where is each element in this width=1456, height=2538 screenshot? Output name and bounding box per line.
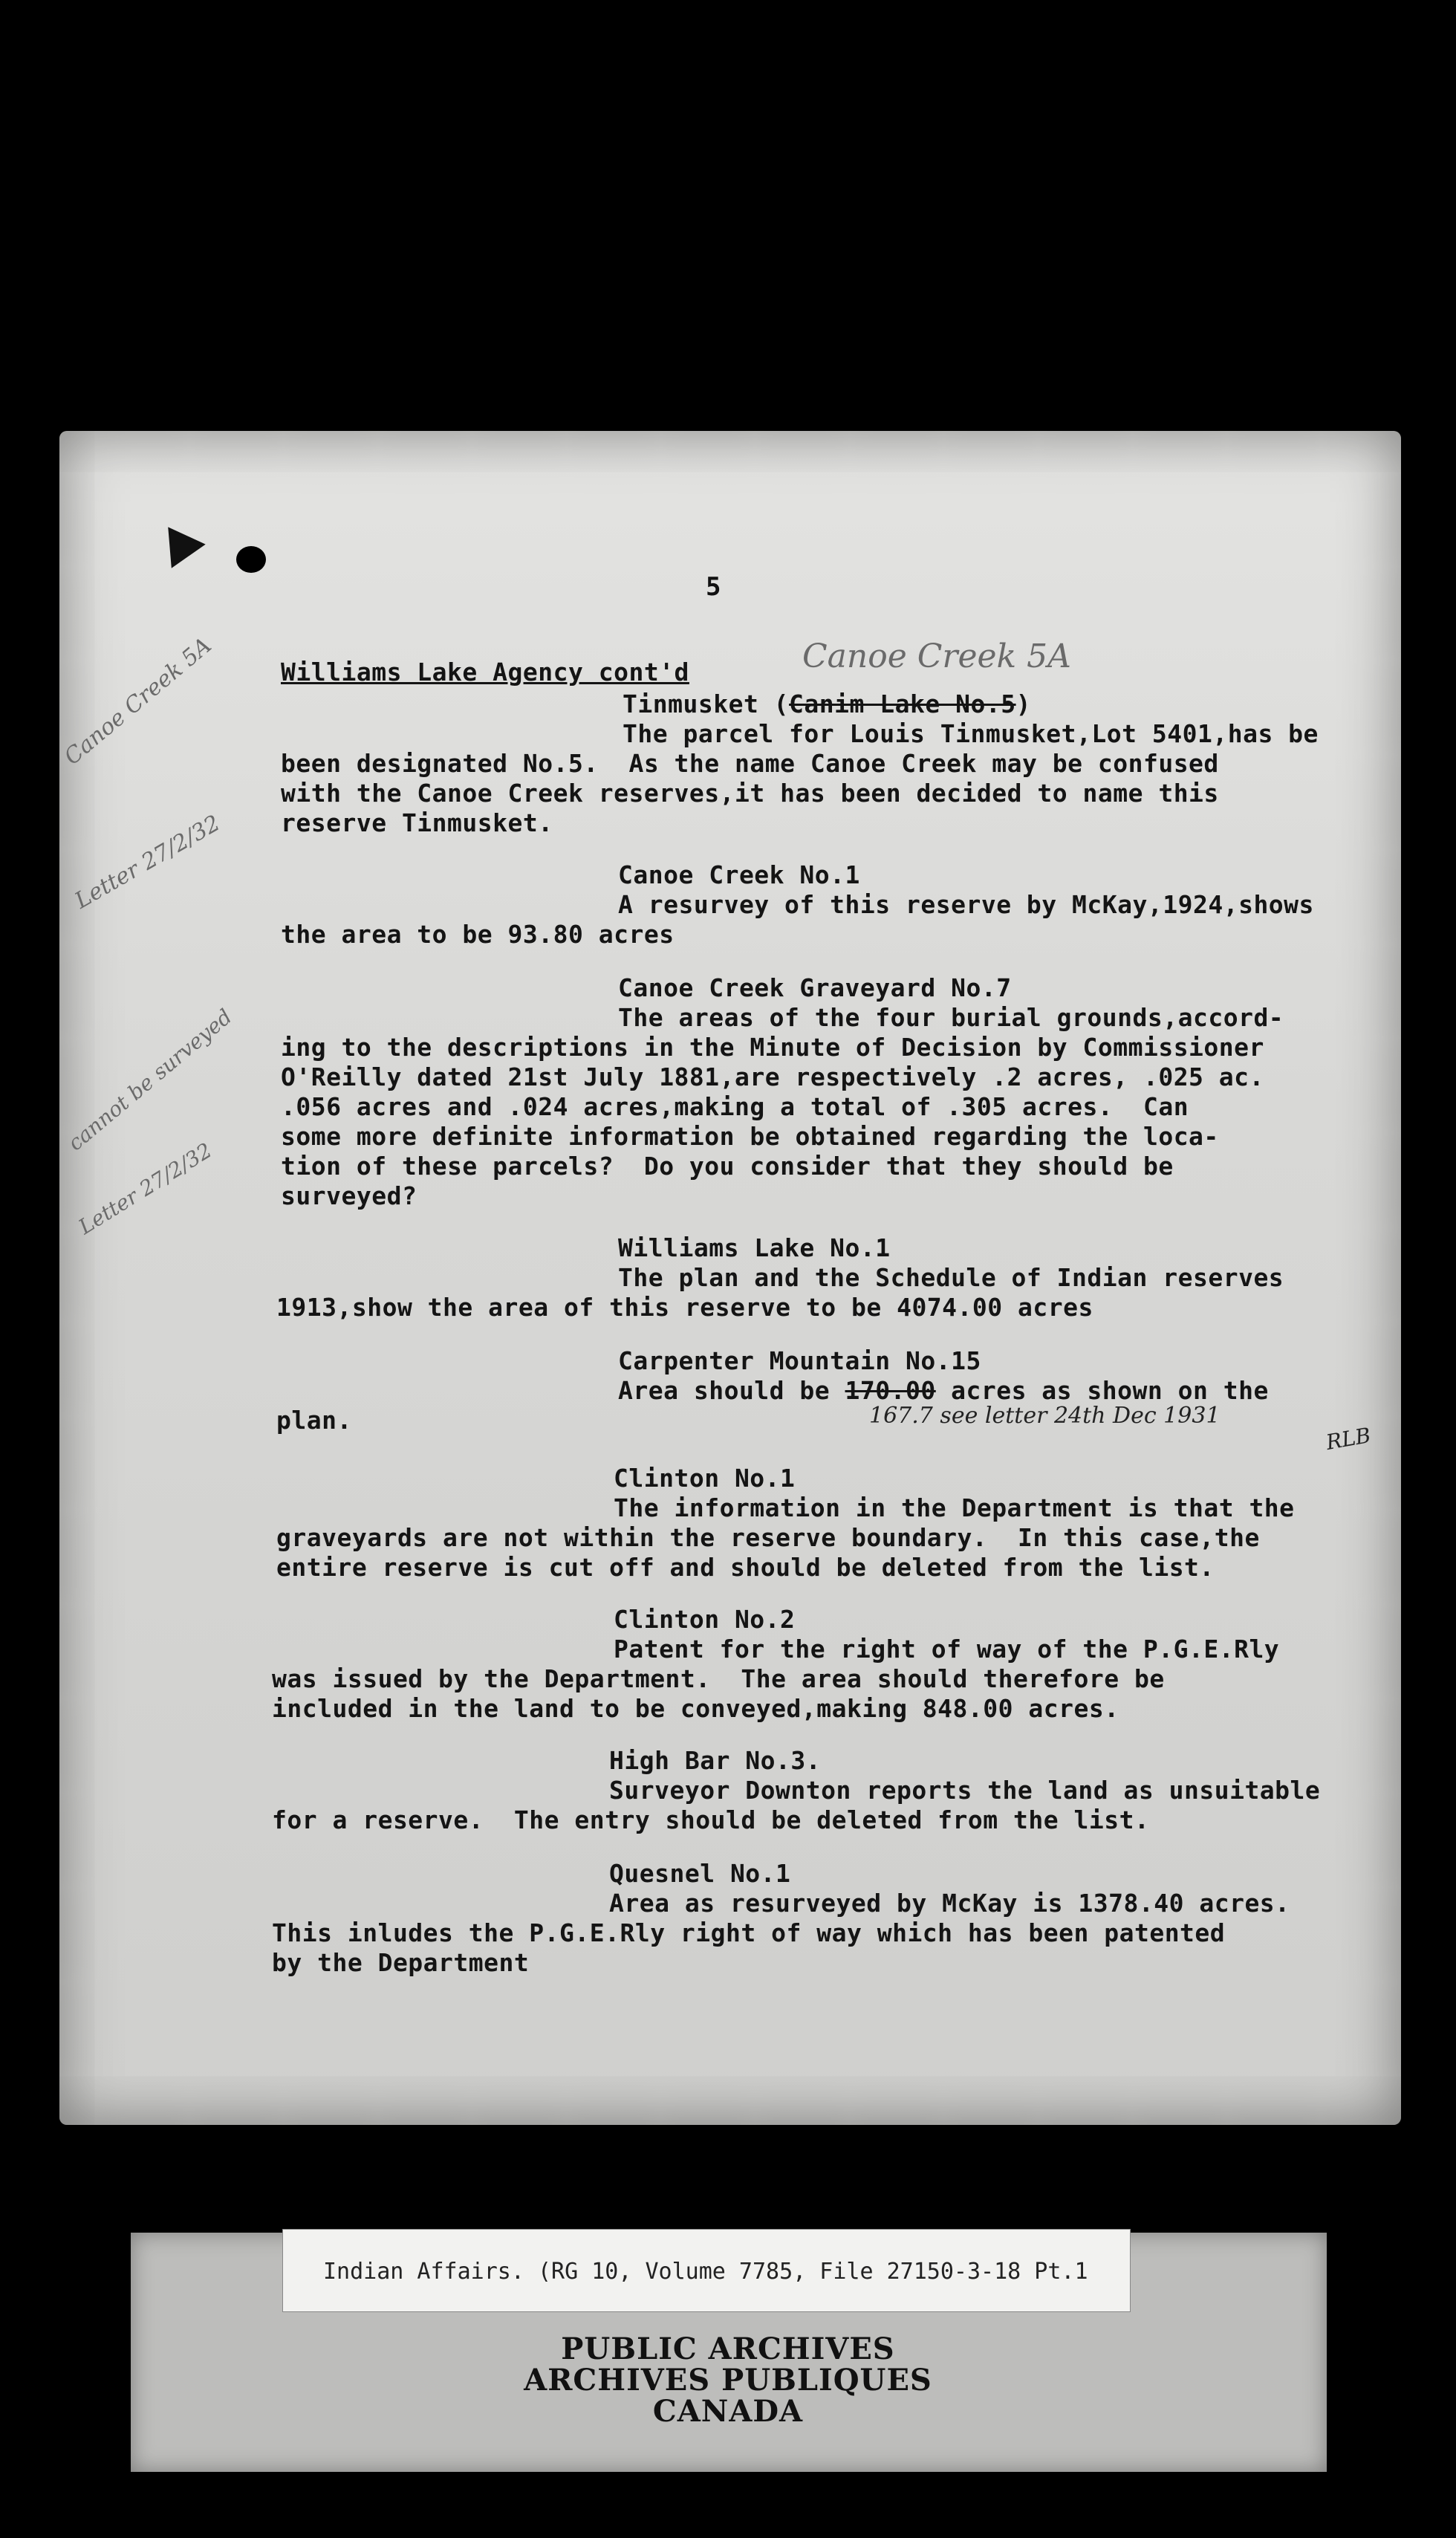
section-body-line: This inludes the P.G.E.Rly right of way which has been patented [272, 1918, 1226, 1947]
section-body-line: plan. [276, 1406, 352, 1435]
section-first-line: The areas of the four burial grounds,accord- [618, 1003, 1284, 1032]
archive-stamp-line-1: PUBLIC ARCHIVES [561, 2331, 895, 2366]
handwritten-initials: RLB [1324, 1423, 1373, 1455]
section-body-line: for a reserve. The entry should be deleted from the list. [272, 1805, 1150, 1834]
section-body-line: by the Department [272, 1948, 530, 1977]
section-body-line: included in the land to be conveyed,making 848.00 acres. [272, 1694, 1119, 1723]
section-first-line: The information in the Department is that the [614, 1493, 1295, 1522]
section-body-line: surveyed? [281, 1181, 417, 1210]
section-title-canoe-creek-graveyard: Canoe Creek Graveyard No.7 [618, 973, 1012, 1002]
section-body-line: ing to the descriptions in the Minute of Decision by Commissioner [281, 1033, 1264, 1062]
section-title-high-bar: High Bar No.3. [609, 1746, 822, 1775]
archive-reference-text: Indian Affairs. (RG 10, Volume 7785, File 27150-3-18 Pt.1 [323, 2259, 1088, 2285]
page-number: 5 [706, 572, 721, 602]
section-body-line: tion of these parcels? Do you consider that they should be [281, 1152, 1174, 1181]
section-body-line: the area to be 93.80 acres [281, 920, 675, 949]
section-body-line: entire reserve is cut off and should be deleted from the list. [276, 1553, 1215, 1582]
section-first-line: Area should be 170.00 acres as shown on the [618, 1376, 1269, 1405]
section-body-line: O'Reilly dated 21st July 1881,are respectively .2 acres, .025 ac. [281, 1062, 1264, 1091]
section-title-tinmusket: Tinmusket (Canim Lake No.5) [623, 689, 1031, 718]
agency-heading: Williams Lake Agency cont'd [281, 658, 689, 687]
section-body-line: some more definite information be obtained regarding the loca- [281, 1122, 1219, 1151]
archive-stamp-line-2: ARCHIVES PUBLIQUES [524, 2363, 932, 2398]
section-title-quesnel: Quesnel No.1 [609, 1859, 791, 1888]
handwritten-annotation-top: Canoe Creek 5A [802, 637, 1071, 675]
handwritten-margin-4: Letter 27/2/32 [74, 1137, 216, 1239]
section-first-line: A resurvey of this reserve by McKay,1924,shows [618, 890, 1314, 919]
handwritten-margin-1: Canoe Creek 5A [59, 632, 217, 770]
archive-stamp-line-3: CANADA [652, 2394, 804, 2429]
section-title-carpenter-mountain: Carpenter Mountain No.15 [618, 1346, 981, 1375]
section-body-line: 1913,show the area of this reserve to be 4074.00 acres [276, 1293, 1093, 1322]
ink-blot [236, 546, 266, 573]
section-first-line: The plan and the Schedule of Indian reserves [618, 1263, 1284, 1292]
section-title-canoe-creek-1: Canoe Creek No.1 [618, 860, 860, 889]
section-body-line: graveyards are not within the reserve boundary. In this case,the [276, 1523, 1260, 1552]
section-first-line: Patent for the right of way of the P.G.E.Rly [614, 1635, 1280, 1664]
section-body-line: with the Canoe Creek reserves,it has been decided to name this [281, 779, 1219, 808]
handwritten-margin-2: Letter 27/2/32 [71, 810, 225, 915]
section-body-line: was issued by the Department. The area should therefore be [272, 1664, 1165, 1693]
section-body-line: been designated No.5. As the name Canoe Creek may be confused [281, 749, 1219, 778]
handwritten-margin-3: cannot be surveyed [63, 1004, 237, 1156]
section-title-clinton-1: Clinton No.1 [614, 1464, 796, 1493]
handwritten-correction: 167.7 see letter 24th Dec 1931 [869, 1403, 1221, 1429]
section-first-line: Area as resurveyed by McKay is 1378.40 acres. [609, 1889, 1290, 1918]
section-title-williams-lake-1: Williams Lake No.1 [618, 1233, 891, 1262]
section-title-clinton-2: Clinton No.2 [614, 1605, 796, 1634]
section-first-line: Surveyor Downton reports the land as unsuitable [609, 1776, 1321, 1805]
section-first-line: The parcel for Louis Tinmusket,Lot 5401,has be [623, 719, 1319, 748]
section-body-line: .056 acres and .024 acres,making a total of .305 acres. Can [281, 1092, 1189, 1121]
section-body-line: reserve Tinmusket. [281, 808, 553, 837]
